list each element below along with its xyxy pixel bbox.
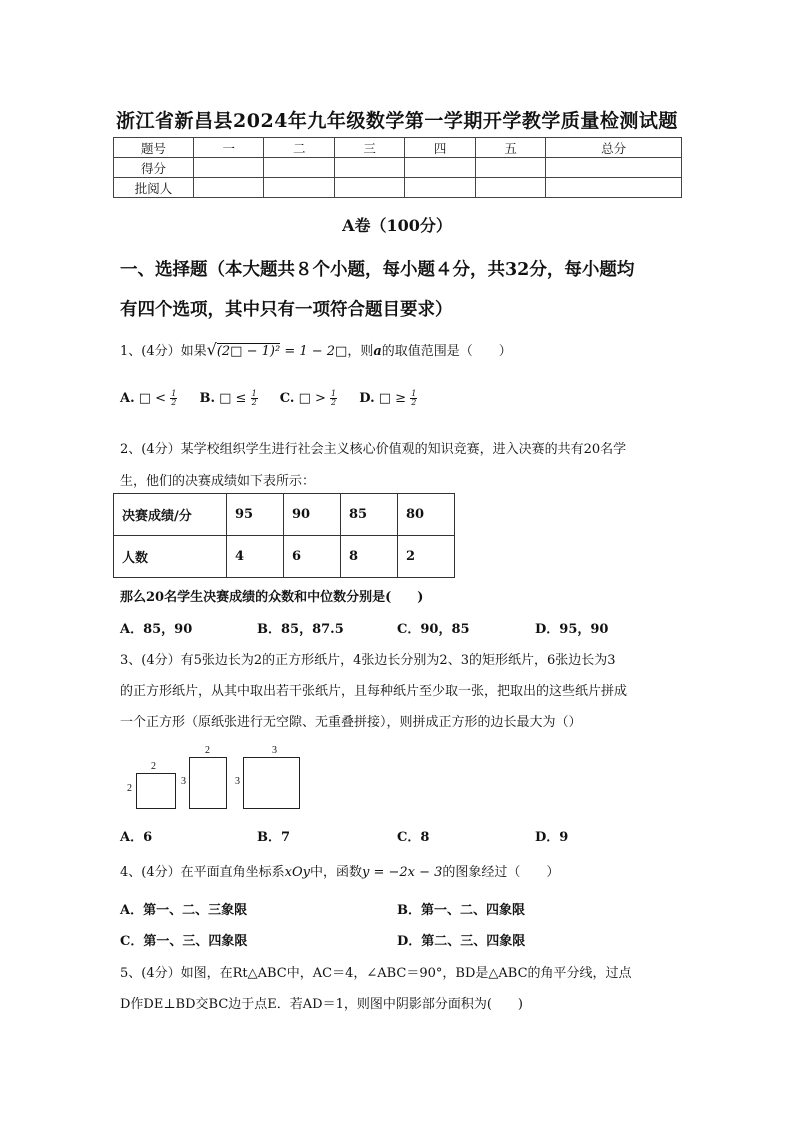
table-cell[interactable]: [405, 158, 475, 178]
table-row: [114, 536, 455, 578]
table-cell: 95: [227, 494, 284, 536]
option-b[interactable]: B．7: [257, 830, 291, 845]
q1-var: a: [373, 344, 382, 359]
question-4: [120, 861, 559, 880]
table-cell: 三: [334, 138, 404, 158]
table-row: [114, 178, 682, 198]
table-cell: 4: [227, 536, 284, 578]
q1-options: [120, 390, 417, 407]
volume-heading: A卷（100分）: [342, 216, 452, 235]
small-square: [136, 773, 176, 809]
table-cell: 五: [475, 138, 545, 158]
score-table: [113, 137, 682, 198]
label: 2: [151, 761, 156, 772]
table-cell: 80: [398, 494, 455, 536]
q1-prefix: 1、(4分）如果: [120, 344, 207, 359]
q1-suffix2: 的取值范围是（ ）: [381, 344, 512, 359]
table-cell[interactable]: [334, 178, 404, 198]
table-cell[interactable]: [546, 178, 682, 198]
question-5-line1: 5、(4分）如图，在Rt△ABC中，AC＝4，∠ABC＝90°，BD是△ABC的角平分线，过点: [120, 966, 632, 981]
table-cell[interactable]: [475, 158, 545, 178]
section-heading-line1: 一、选择题（本大题共８个小题，每小题４分，共32分，每小题均: [120, 260, 635, 280]
table-cell: 批阅人: [114, 178, 194, 198]
question-2-line2: 生，他们的决赛成绩如下表所示：: [120, 474, 316, 489]
question-1: [120, 340, 512, 359]
grades-table: [113, 493, 455, 578]
table-row: [114, 494, 455, 536]
q1-suffix: ，则: [347, 344, 374, 359]
label: 3: [235, 776, 240, 787]
table-cell[interactable]: [334, 158, 404, 178]
q1-radicand: (2□ − 1)²: [216, 344, 281, 359]
option-a[interactable]: A．85，90: [120, 622, 193, 637]
label: 2: [205, 745, 210, 756]
section-heading-line2: 有四个选项，其中只有一项符合题目要求）: [120, 300, 453, 320]
table-cell: 一: [194, 138, 264, 158]
q4-func: y = −2x − 3: [361, 865, 443, 880]
option-d[interactable]: D．95，90: [535, 622, 609, 637]
table-cell[interactable]: [475, 178, 545, 198]
option-c[interactable]: C．第一、三、四象限: [120, 934, 248, 949]
option-a[interactable]: A. □ < $\frac{1}{2}$: [120, 389, 177, 407]
question-3-line3: 一个正方形（原纸张进行无空隙、无重叠拼接），则拼成正方形的边长最大为（）: [120, 715, 582, 730]
option-b[interactable]: B. □ ≤ $\frac{1}{2}$: [199, 389, 257, 407]
q4-middle: 中，函数: [309, 865, 362, 880]
table-cell[interactable]: [264, 178, 334, 198]
table-cell: 人数: [114, 536, 227, 578]
q1-rhs: = 1 − 2□: [284, 344, 348, 359]
table-cell[interactable]: [194, 158, 264, 178]
table-cell: 四: [405, 138, 475, 158]
table-row: [114, 158, 682, 178]
question-5-line2: D作DE⊥BD交BC边于点E．若AD＝1，则图中阴影部分面积为( ): [120, 997, 523, 1012]
option-d[interactable]: D．9: [535, 830, 569, 845]
rectangle: [189, 757, 227, 809]
table-cell[interactable]: [264, 158, 334, 178]
question-2-prompt: 那么20名学生决赛成绩的众数和中位数分别是( ): [120, 590, 424, 605]
table-cell: 总分: [546, 138, 682, 158]
option-c[interactable]: C．8: [397, 830, 430, 845]
table-cell: 8: [341, 536, 398, 578]
table-cell: 90: [284, 494, 341, 536]
q4-suffix: 的图象经过（ ）: [442, 865, 560, 880]
table-cell: 二: [264, 138, 334, 158]
table-cell[interactable]: [405, 178, 475, 198]
option-d[interactable]: D. □ ≥ $\frac{1}{2}$: [359, 389, 417, 407]
table-cell[interactable]: [194, 178, 264, 198]
option-b[interactable]: B．第一、二、四象限: [397, 903, 525, 918]
option-c[interactable]: C. □ > $\frac{1}{2}$: [279, 389, 337, 407]
label: 2: [127, 783, 132, 794]
label: 3: [181, 776, 186, 787]
sqrt-icon: √: [206, 340, 217, 359]
table-cell: 决赛成绩/分: [114, 494, 227, 536]
table-cell: 2: [398, 536, 455, 578]
question-3-line2: 的正方形纸片，从其中取出若干张纸片，且每种纸片至少取一张，把取出的这些纸片拼成: [120, 684, 628, 699]
option-d[interactable]: D．第二、三、四象限: [397, 934, 526, 949]
option-a[interactable]: A．6: [120, 830, 153, 845]
option-a[interactable]: A．第一、二、三象限: [120, 903, 248, 918]
q4-coord: xOy: [284, 865, 310, 880]
table-cell[interactable]: [546, 158, 682, 178]
table-cell: 6: [284, 536, 341, 578]
table-cell: 题号: [114, 138, 194, 158]
table-cell: 得分: [114, 158, 194, 178]
label: 3: [272, 745, 277, 756]
table-row: [114, 138, 682, 158]
option-b[interactable]: B．85，87.5: [257, 622, 344, 637]
question-2-line1: 2、(4分）某学校组织学生进行社会主义核心价值观的知识竞赛，进入决赛的共有20名学: [120, 442, 627, 457]
table-cell: 85: [341, 494, 398, 536]
page-title: 浙江省新昌县2024年九年级数学第一学期开学教学质量检测试题: [116, 110, 678, 132]
option-c[interactable]: C．90，85: [397, 622, 470, 637]
q4-prefix: 4、(4分）在平面直角坐标系: [120, 865, 285, 880]
large-square: [243, 757, 300, 809]
question-3-line1: 3、(4分）有5张边长为2的正方形纸片，4张边长分别为2、3的矩形纸片，6张边长为3: [120, 653, 616, 668]
